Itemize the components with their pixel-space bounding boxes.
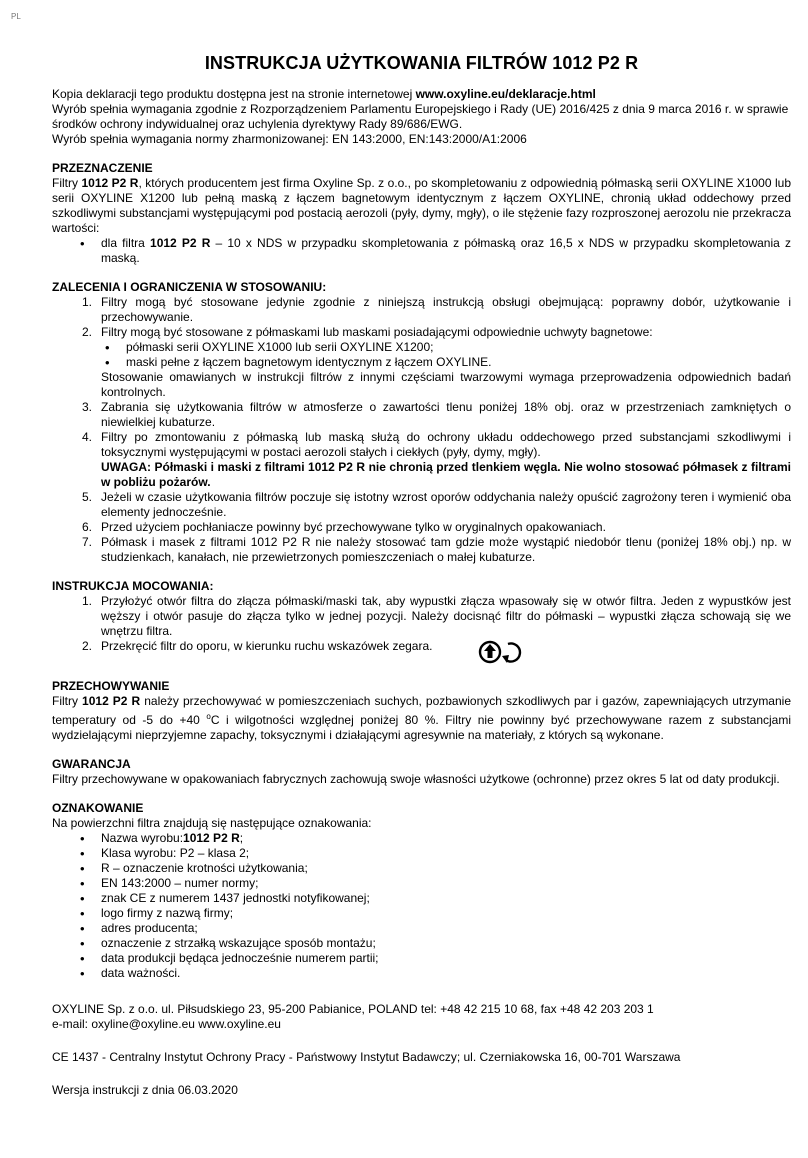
list-item (52, 594, 791, 639)
footer (52, 1002, 791, 1098)
list-item: • Klasa wyrobu: P2 – klasa 2; (52, 846, 791, 861)
item-text: Jeżeli w czasie użytkowania filtrów poczuje się istotny wzrost oporów oddychania należy opuścić zagrożony teren i wymienić oba elementy jednocześnie. (101, 490, 791, 519)
item-number: 2. (82, 325, 93, 339)
list-item (52, 639, 791, 665)
storage-text-c: należy przechowywać w pomieszczeniach suchych, pozbawionych szkodliwych par i gazów, zapewniających utrzymanie temperatury od -5 do +40 (52, 694, 791, 727)
list-item: • data ważności. (52, 966, 791, 981)
list-item (52, 490, 791, 520)
warranty-heading: GWARANCJA (52, 757, 131, 771)
company-address: OXYLINE Sp. z o.o. ul. Piłsudskiego 23, 95-200 Pabianice, POLAND tel: +48 42 215 10 68, fax +48 42 203 203 1 (52, 1002, 654, 1016)
sub-note: Stosowanie omawianych w instrukcji filtrów z innymi częściami twarzowymi wymaga przeprowadzenia odpowiednich badań kontrolnych. (101, 370, 791, 399)
recommendations-heading: ZALECENIA I OGRANICZENIA W STOSOWANIU: (52, 280, 327, 294)
item-text: Filtry mogą być stosowane z półmaskami lub maskami posiadającymi odpowiednie uchwyty bagnetowe: (101, 325, 653, 339)
list-item (52, 295, 791, 325)
list-item (52, 325, 791, 340)
purpose-text-c: , których producentem jest firma Oxyline Sp. z o.o., po skompletowaniu z odpowiednią półmaską serii OXYLINE X1000 lub serii OXYLINE X1200 lub pełną maską z łączem bagnetowym identycznym z łączem OXYLINE, chronią układ oddechowy przed szkodliwymi substancjami występującymi pod postacią aerozoli (pyły, dymy, mgły), o ile stężenie fazy rozproszonej aerozolu nie przekracza wartości: (52, 176, 792, 235)
marking-name-label: Nazwa wyrobu: (101, 831, 184, 845)
list-item: • znak CE z numerem 1437 jednostki notyfikowanej; (52, 891, 791, 906)
storage-heading: PRZECHOWYWANIE (52, 679, 170, 693)
list-item: • R – oznaczenie krotności użytkowania; (52, 861, 791, 876)
item-number: 2. (82, 639, 93, 653)
item-text: Filtry mogą być stosowane jedynie zgodnie z niniejszą instrukcją obsługi obejmującą: poprawny dobór, użytkowanie i przechowywanie. (101, 295, 791, 324)
purpose-heading: PRZEZNACZENIE (52, 161, 153, 175)
item-number: 4. (82, 430, 93, 444)
purpose-product: 1012 P2 R (81, 176, 139, 190)
list-item (52, 535, 791, 565)
storage-text-d: C i wilgotności względnej poniżej 80 %. Filtry nie powinny być przechowywane razem z substancjami wydzielającymi nieprzyjemne zapachy, toksycznymi i działającymi agresywnie na materiały, z których są wykonane. (52, 713, 791, 742)
recommendations-list-cont (52, 400, 791, 565)
item-text: Półmask i masek z filtrami 1012 P2 R nie należy stosować tam gdzie może wystąpić niedobór tlenu (poniżej 18% obj.) np. w studzienkach, kanałach, nie przewietrzonych pomieszczeniach o małej kubaturze. (101, 535, 791, 564)
storage-product: 1012 P2 R (82, 694, 141, 708)
marking-intro: Na powierzchni filtra znajdują się następujące oznakowania: (52, 816, 372, 830)
degree-sup: o (206, 712, 211, 721)
declaration-link[interactable]: www.oxyline.eu/deklaracje.html (415, 87, 596, 101)
company-contact[interactable]: e-mail: oxyline@oxyline.eu www.oxyline.eu (52, 1017, 281, 1031)
item-text: Zabrania się użytkowania filtrów w atmosferze o zawartości tlenu poniżej 18% obj. oraz w przestrzeniach zamkniętych o niewielkiej kubaturze. (101, 400, 791, 429)
marking-list (52, 831, 791, 981)
declaration-text: Kopia deklaracji tego produktu dostępna jest na stronie internetowej (52, 87, 416, 101)
item-text: Filtry po zmontowaniu z półmaską lub maską służą do ochrony układu oddechowego przed substancjami szkodliwymi i toksycznymi występującymi w postaci aerozoli stałych i ciekłych (pyły, dymy, mgły). (101, 430, 791, 459)
mounting-list (52, 594, 791, 665)
document-page (52, 52, 791, 1098)
mask-types-list (52, 340, 791, 370)
item-text: Przed użyciem pochłaniacze powinny być przechowywane tylko w oryginalnych opakowaniach. (101, 520, 606, 534)
list-item (52, 831, 791, 846)
list-item: • półmaski serii OXYLINE X1000 lub serii OXYLINE X1200; (52, 340, 791, 355)
list-item: • oznaczenie z strzałką wskazujące sposób montażu; (52, 936, 791, 951)
list-item (52, 520, 791, 535)
marking-product: 1012 P2 R (183, 831, 240, 845)
list-item (52, 430, 791, 490)
list-item (52, 236, 791, 266)
list-item: • logo firmy z nazwą firmy; (52, 906, 791, 921)
item-number: 1. (82, 295, 93, 309)
recommendations-list (52, 295, 791, 340)
list-item: • maski pełne z łączem bagnetowym identycznym z łączem OXYLINE. (52, 355, 791, 370)
intro-section (52, 87, 791, 147)
purpose-text-a: Filtry (52, 176, 82, 190)
purpose-text (52, 176, 791, 236)
item-number: 5. (82, 490, 93, 504)
purpose-bullet-product: 1012 P2 R (150, 236, 211, 250)
item-text: Przekręcić filtr do oporu, w kierunku ruchu wskazówek zegara. (101, 639, 433, 653)
item-number: 1. (82, 594, 93, 608)
version-date: Wersja instrukcji z dnia 06.03.2020 (52, 1083, 238, 1097)
mounting-heading: INSTRUKCJA MOCOWANIA: (52, 579, 214, 593)
storage-text-a: Filtry (52, 694, 83, 708)
regulation-text: Wyrób spełnia wymagania zgodnie z Rozporządzeniem Parlamentu Europejskiego i Rady (UE) 2016/425 z dnia 9 marca 2016 r. w sprawie środków ochrony indywidualnej oraz uchylenia dyrektywy Rady 89/686/EWG. (52, 102, 789, 131)
item-number: 7. (82, 535, 93, 549)
warning-text: UWAGA: Półmaski i maski z filtrami 1012 P2 R nie chronią przed tlenkiem węgla. Nie wolno stosować półmasek z filtrami w pobliżu pożarów. (101, 460, 791, 489)
declaration-line (52, 87, 791, 102)
page-title: INSTRUKCJA UŻYTKOWANIA FILTRÓW 1012 P2 R (204, 53, 639, 73)
list-item: • data produkcji będąca jednocześnie numerem partii; (52, 951, 791, 966)
list-item (52, 400, 791, 430)
item-number: 6. (82, 520, 93, 534)
item-text: Przyłożyć otwór filtra do złącza półmaski/maski tak, aby wypustki złącza wpasowały się w otwór filtra. Jeden z wypustków jest węższy i otwór pasuje do złącza tylko w jednej pozycji. Należy docisnąć filtr do półmaski – wypustki złącza schowają się we wnętrzu filtra. (101, 594, 791, 638)
purpose-bullet-c: – 10 x NDS w przypadku skompletowania z półmaską oraz 16,5 x NDS w przypadku skompletowania z maską. (101, 236, 791, 265)
rotate-clockwise-icon (477, 639, 527, 665)
marking-heading: OZNAKOWANIE (52, 801, 144, 815)
notified-body: CE 1437 - Centralny Instytut Ochrony Pracy - Państwowy Instytut Badawczy; ul. Czerniakowska 16, 00-701 Warszawa (52, 1050, 681, 1064)
item-number: 3. (82, 400, 93, 414)
language-code: PL (11, 12, 21, 21)
standard-text: Wyrób spełnia wymagania normy zharmonizowanej: EN 143:2000, EN:143:2000/A1:2006 (52, 132, 527, 146)
list-item: • adres producenta; (52, 921, 791, 936)
purpose-bullet-a: dla filtra (101, 236, 151, 250)
storage-text (52, 694, 791, 743)
purpose-list (52, 236, 791, 266)
list-item: • EN 143:2000 – numer normy; (52, 876, 791, 891)
warranty-text: Filtry przechowywane w opakowaniach fabrycznych zachowują swoje własności użytkowe (ochronne) przez okres 5 lat od daty produkcji. (52, 772, 780, 786)
marking-semicolon: ; (239, 831, 244, 845)
